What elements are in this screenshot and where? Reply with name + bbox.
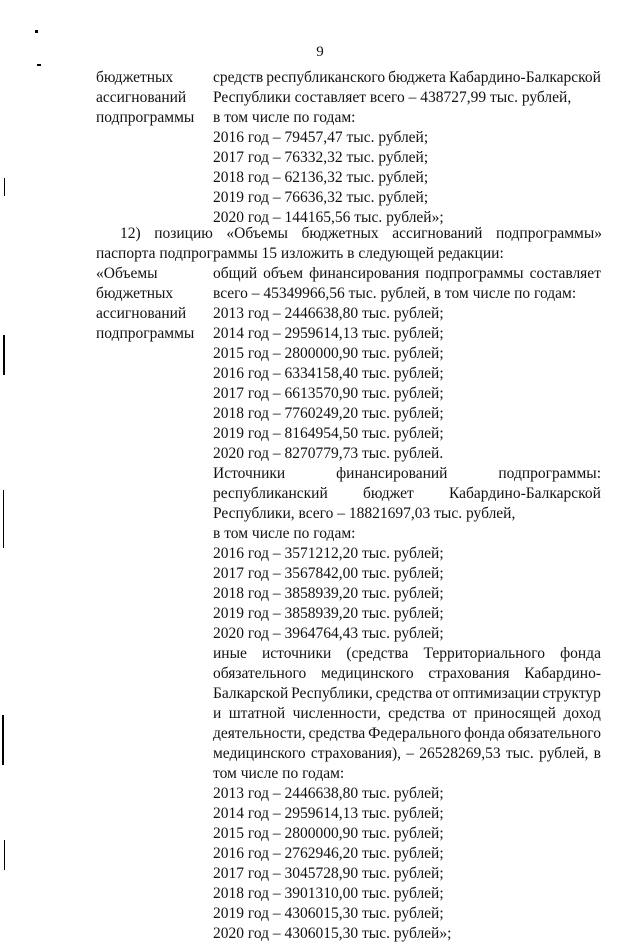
main-text-line: 2019 год – 4306015,30 тыс. рублей; (213, 905, 444, 922)
main-text-line: Республики, всего – 18821697,03 тыс. рублей, (213, 505, 516, 522)
main-text-word: бюджет (363, 485, 414, 502)
scan-mark (3, 335, 5, 375)
main-text-word: медицинского (320, 665, 414, 682)
top-text-word: бюджета (388, 69, 446, 86)
main-text-word: финансирований (336, 465, 448, 482)
main-text-line: 2014 год – 2959614,13 тыс. рублей; (213, 325, 444, 342)
main-text-word: обязательного (507, 725, 601, 742)
main-text-line: в том числе по годам: (213, 525, 356, 542)
item-12-line-2: паспорта подпрограммы 15 изложить в следующей редакции: (96, 245, 504, 262)
top-text-word: республиканского (266, 69, 386, 86)
main-text-word: средства (388, 705, 445, 722)
main-text-word: объем (263, 265, 304, 282)
main-text-word: и (213, 705, 222, 722)
main-label-line: ассигнований (96, 305, 187, 322)
top-label-block (96, 68, 208, 128)
main-text-line: 2020 год – 3964764,43 тыс. рублей; (213, 625, 444, 642)
main-text-word: – (406, 745, 415, 762)
main-text-line (213, 464, 601, 484)
main-text-word: общий (213, 265, 258, 282)
main-text-word: фонда (464, 725, 505, 742)
main-text-line: 2017 год – 6613570,90 тыс. рублей; (213, 385, 444, 402)
scan-mark (35, 30, 38, 33)
main-text-word: Федерального (368, 725, 462, 742)
top-text-word: средств (213, 69, 264, 86)
main-text-word: медицинского (213, 745, 306, 762)
item-12-line-1 (96, 224, 602, 244)
main-text-line: 2017 год – 3567842,00 тыс. рублей; (213, 565, 444, 582)
main-text-line (213, 704, 601, 724)
main-text-word: Балкарской (213, 685, 289, 702)
main-text-word: оптимизации (452, 685, 540, 702)
main-text-word: страхования), (310, 745, 402, 762)
main-text-line (213, 644, 601, 664)
main-text-line (213, 724, 601, 744)
main-text-line: всего – 45349966,56 тыс. рублей, в том числе по годам: (213, 285, 577, 302)
main-text-line: 2015 год – 2800000,90 тыс. рублей; (213, 345, 444, 362)
main-text-word: составляет (529, 265, 601, 282)
top-label-line: ассигнований (96, 89, 187, 106)
main-text-word: структур (542, 685, 601, 702)
main-text-word: тыс. (505, 745, 534, 762)
scan-mark (2, 715, 4, 765)
item-12-word: подпрограммы» (495, 225, 602, 242)
top-text-line: Республики составляет всего – 438727,99 тыс. рублей, (213, 89, 572, 106)
top-text-line: 2019 год – 76636,32 тыс. рублей; (213, 189, 429, 206)
main-text-line (213, 484, 601, 504)
item-12-word: ассигнований (392, 225, 483, 242)
main-text-line: 2015 год – 2800000,90 тыс. рублей; (213, 825, 444, 842)
item-12-word: «Объемы (226, 225, 288, 242)
main-text-word: источники (261, 645, 332, 662)
main-text-line: 2020 год – 8270779,73 тыс. рублей. (213, 445, 444, 462)
main-text-word: республиканский (213, 485, 328, 502)
top-label-line: бюджетных (96, 69, 174, 86)
scan-mark (4, 840, 5, 870)
main-text-line: 2016 год – 2762946,20 тыс. рублей; (213, 845, 444, 862)
main-text-word: численности, (292, 705, 381, 722)
item-12-word: позицию (154, 225, 213, 242)
top-text-block (213, 68, 601, 228)
main-text-line: 2018 год – 3901310,00 тыс. рублей; (213, 885, 444, 902)
main-text-line: 2013 год – 2446638,80 тыс. рублей; (213, 785, 444, 802)
top-text-line (213, 68, 601, 88)
main-text-line: 2018 год – 3858939,20 тыс. рублей; (213, 585, 444, 602)
main-text-word: в (593, 745, 601, 762)
item-12-paragraph (96, 224, 602, 264)
top-text-line: 2017 год – 76332,32 тыс. рублей; (213, 149, 429, 166)
main-label-line: подпрограммы (96, 325, 195, 342)
main-text-line (213, 684, 601, 704)
main-text-word: рублей, (539, 745, 589, 762)
main-text-word: Кабардино-Балкарской (449, 485, 601, 502)
main-text-block (213, 264, 601, 944)
top-text-line: 2020 год – 144165,56 тыс. рублей»; (213, 209, 444, 226)
main-text-line: 2019 год – 8164954,50 тыс. рублей; (213, 425, 444, 442)
main-text-line: том числе по годам: (213, 765, 345, 782)
main-text-word: 26528269,53 (419, 745, 501, 762)
main-text-line: 2014 год – 2959614,13 тыс. рублей; (213, 805, 444, 822)
top-label-line: подпрограммы (96, 109, 195, 126)
top-text-line: в том числе по годам: (213, 109, 356, 126)
main-text-word: штатной (228, 705, 286, 722)
main-text-line: 2016 год – 3571212,20 тыс. рублей; (213, 545, 444, 562)
main-text-word: иные (213, 645, 247, 662)
main-text-word: от (452, 705, 467, 722)
main-text-word: деятельности, (213, 725, 306, 742)
main-text-line: 2018 год – 7760249,20 тыс. рублей; (213, 405, 444, 422)
scan-mark (37, 64, 41, 66)
main-text-word: финансирования (309, 265, 420, 282)
main-text-word: Республики, (291, 685, 373, 702)
item-12-word: бюджетных (301, 225, 379, 242)
main-label-line: «Объемы (96, 265, 158, 282)
main-text-line (213, 744, 601, 764)
main-text-word: Кабардино- (524, 665, 601, 682)
top-text-word: Кабардино-Балкарской (449, 69, 601, 86)
item-12-word: 12) (120, 225, 141, 242)
main-text-line: 2020 год – 4306015,30 тыс. рублей»; (213, 925, 452, 942)
main-label-block (96, 264, 208, 344)
page-number: 9 (316, 44, 324, 60)
main-text-word: средства (308, 725, 366, 742)
main-text-word: средства (375, 685, 433, 702)
main-text-line: 2016 год – 6334158,40 тыс. рублей; (213, 365, 444, 382)
main-text-line (213, 264, 601, 284)
main-text-word: подпрограммы: (498, 465, 601, 482)
main-text-line: 2013 год – 2446638,80 тыс. рублей; (213, 305, 444, 322)
top-text-line: 2018 год – 62136,32 тыс. рублей; (213, 169, 429, 186)
scan-mark (4, 178, 5, 196)
main-text-word: страхования (428, 665, 510, 682)
scan-mark (3, 490, 4, 548)
main-text-word: подпрограммы (425, 265, 524, 282)
top-text-line: 2016 год – 79457,47 тыс. рублей; (213, 129, 429, 146)
main-text-word: доход (563, 705, 601, 722)
main-text-line (213, 664, 601, 684)
main-text-word: от (435, 685, 450, 702)
main-text-line: 2017 год – 3045728,90 тыс. рублей; (213, 865, 444, 882)
main-text-word: Территориального (423, 645, 545, 662)
main-text-word: приносящей (474, 705, 556, 722)
main-text-word: Источники (213, 465, 286, 482)
main-text-word: (средства (346, 645, 409, 662)
main-text-word: обязательного (213, 665, 307, 682)
main-text-word: фонда (560, 645, 601, 662)
main-text-line: 2019 год – 3858939,20 тыс. рублей; (213, 605, 444, 622)
main-label-line: бюджетных (96, 285, 174, 302)
